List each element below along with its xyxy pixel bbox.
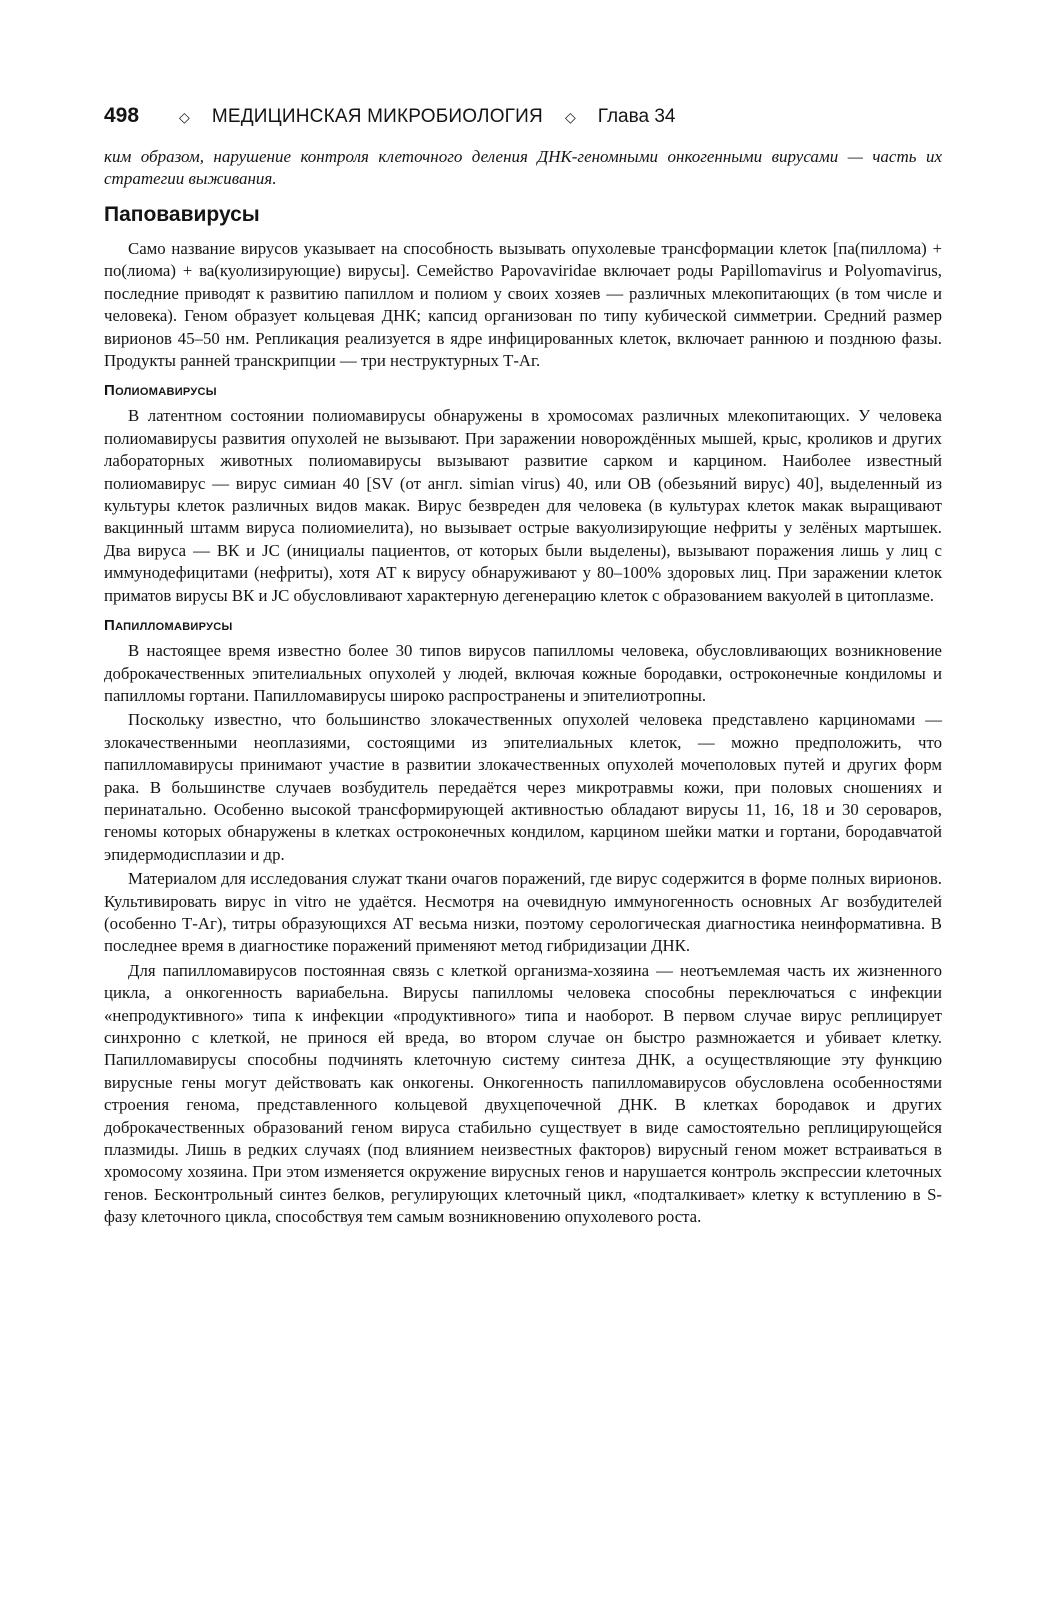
page-number: 498: [104, 104, 140, 127]
paragraph-papillomaviruses-3: Материалом для исследования служат ткани очагов поражений, где вирус содержится в форме полных вирионов. Культивировать вирус in vitro не удаётся. Несмотря на очевидную иммуногенность основных Аг возбудителей (особенно Т-Аг), титры образующихся АТ весьма низки, поэтому серологическая диагностика неинформативна. В последнее время в диагностике поражений применяют метод гибридизации ДНК.: [104, 869, 942, 956]
intro-paragraph: ким образом, нарушение контроля клеточного деления ДНК-геномными онкогенными вирусами — часть их стратегии выживания.: [104, 147, 942, 188]
paragraph-papillomaviruses-4: Для папилломавирусов постоянная связь с клеткой организма-хозяина — неотъемлемая часть их жизненного цикла, а онкогенность вариабельна. Вирусы папилломы человека способны переключаться с инфекции «непродуктивного» типа к инфекции «продуктивного» типа и наоборот. В первом случае вирус реплицирует синхронно с клеткой, не принося ей вреда, во втором случае он быстро размножается и убивает клетку. Папилломавирусы способны подчинять клеточную систему синтеза ДНК, а осуществляющие эту функцию вирусные гены могут действовать как онкогены. Онкогенность папилломавирусов обусловлена особенностями строения генома, представленного кольцевой двухцепочечной ДНК. В клетках бородавок и других доброкачественных образований геном вируса стабильно существует в виде самостоятельно реплицирующейся плазмиды. Лишь в редких случаях (под влиянием неизвестных факторов) вирусный геном может встраиваться в хромосому хозяина. При этом изменяется окружение вирусных генов и нарушается контроль экспрессии клеточных генов. Бесконтрольный синтез белков, регулирующих клеточный цикл, «подталкивает» клетку к вступлению в S-фазу клеточного цикла, способствуя тем самым возникновению опухолевого роста.: [104, 960, 942, 1227]
section-title: Паповавирусы: [104, 203, 260, 226]
running-head: [104, 104, 675, 132]
section-paragraph: Само название вирусов указывает на способность вызывать опухолевые трансформации клеток [па(пиллома) + по(лиома) + ва(куолизирующие) вирусы]. Семейство Papovaviridae включает роды Papillomavirus и Polyomavirus, последние приводят к развитию папиллом и полиом у своих хозяев — различных млекопитающих (в том числе и человека). Геном образует кольцевая ДНК; капсид организован по типу кубической симметрии. Средний размер вирионов 45–50 нм. Репликация реализуется в ядре инфицированных клеток, включает раннюю и позднюю фазы. Продукты ранней транскрипции — три неструктурных Т-Аг.: [104, 239, 942, 371]
book-title: МЕДИЦИНСКАЯ МИКРОБИОЛОГИЯ: [211, 106, 543, 127]
diamond-icon: ◇: [179, 109, 190, 125]
paragraph-papillomaviruses-2: Поскольку известно, что большинство злокачественных опухолей человека представлено карциномами — злокачественными неоплазиями, состоящими из эпителиальных клеток, — можно предположить, что папилломавирусы принимают участие в развитии злокачественных опухолей мочеполовых путей и других форм рака. В большинстве случаев возбудитель передаётся через микротравмы кожи, при половых сношениях и перинатально. Особенно высокой трансформирующей активностью обладают вирусы 11, 16, 18 и 30 сероваров, геномы которых обнаружены в клетках остроконечных кондилом, карцином шейки матки и гортани, бородавчатой эпидермодисплазии и др.: [104, 710, 942, 864]
subsection-title-polyomaviruses: Полиомавирусы: [104, 382, 217, 400]
paragraph-papillomaviruses-1: В настоящее время известно более 30 типов вирусов папилломы человека, обусловливающих возникновение доброкачественных эпителиальных опухолей у людей, включая кожные бородавки, остроконечные кондиломы и папилломы гортани. Папилломавирусы широко распространены и эпителиотропны.: [104, 641, 942, 705]
paragraph-polyomaviruses: В латентном состоянии полиомавирусы обнаружены в хромосомах различных млекопитающих. У человека полиомавирусы развития опухолей не вызывают. При заражении новорождённых мышей, крыс, кроликов и других лабораторных животных полиомавирусы вызывают развитие сарком и карцином. Наиболее известный полиомавирус — вирус симиан 40 [SV (от англ. simian virus) 40, или ОВ (обезьяний вирус) 40], выделенный из культуры клеток различных видов макак. Вирус безвреден для человека (в культурах клеток макак выращивают вакцинный штамм вируса полиомиелита), но вызывает острые вакуолизирующие нефриты у зелёных мартышек. Два вируса — ВК и JC (инициалы пациентов, от которых были выделены), вызывают поражения лишь у лиц с иммунодефицитами (нефриты), хотя АТ к вирусу обнаруживают у 80–100% здоровых лиц. При заражении клеток приматов вирусы ВК и JC обусловливают характерную дегенерацию клеток с образованием вакуолей в цитоплазме.: [104, 406, 942, 605]
subsection-title-papillomaviruses: Папилломавирусы: [104, 617, 233, 635]
chapter-label: Глава 34: [597, 106, 676, 127]
diamond-icon: ◇: [564, 109, 576, 125]
page-content: [104, 146, 942, 1229]
